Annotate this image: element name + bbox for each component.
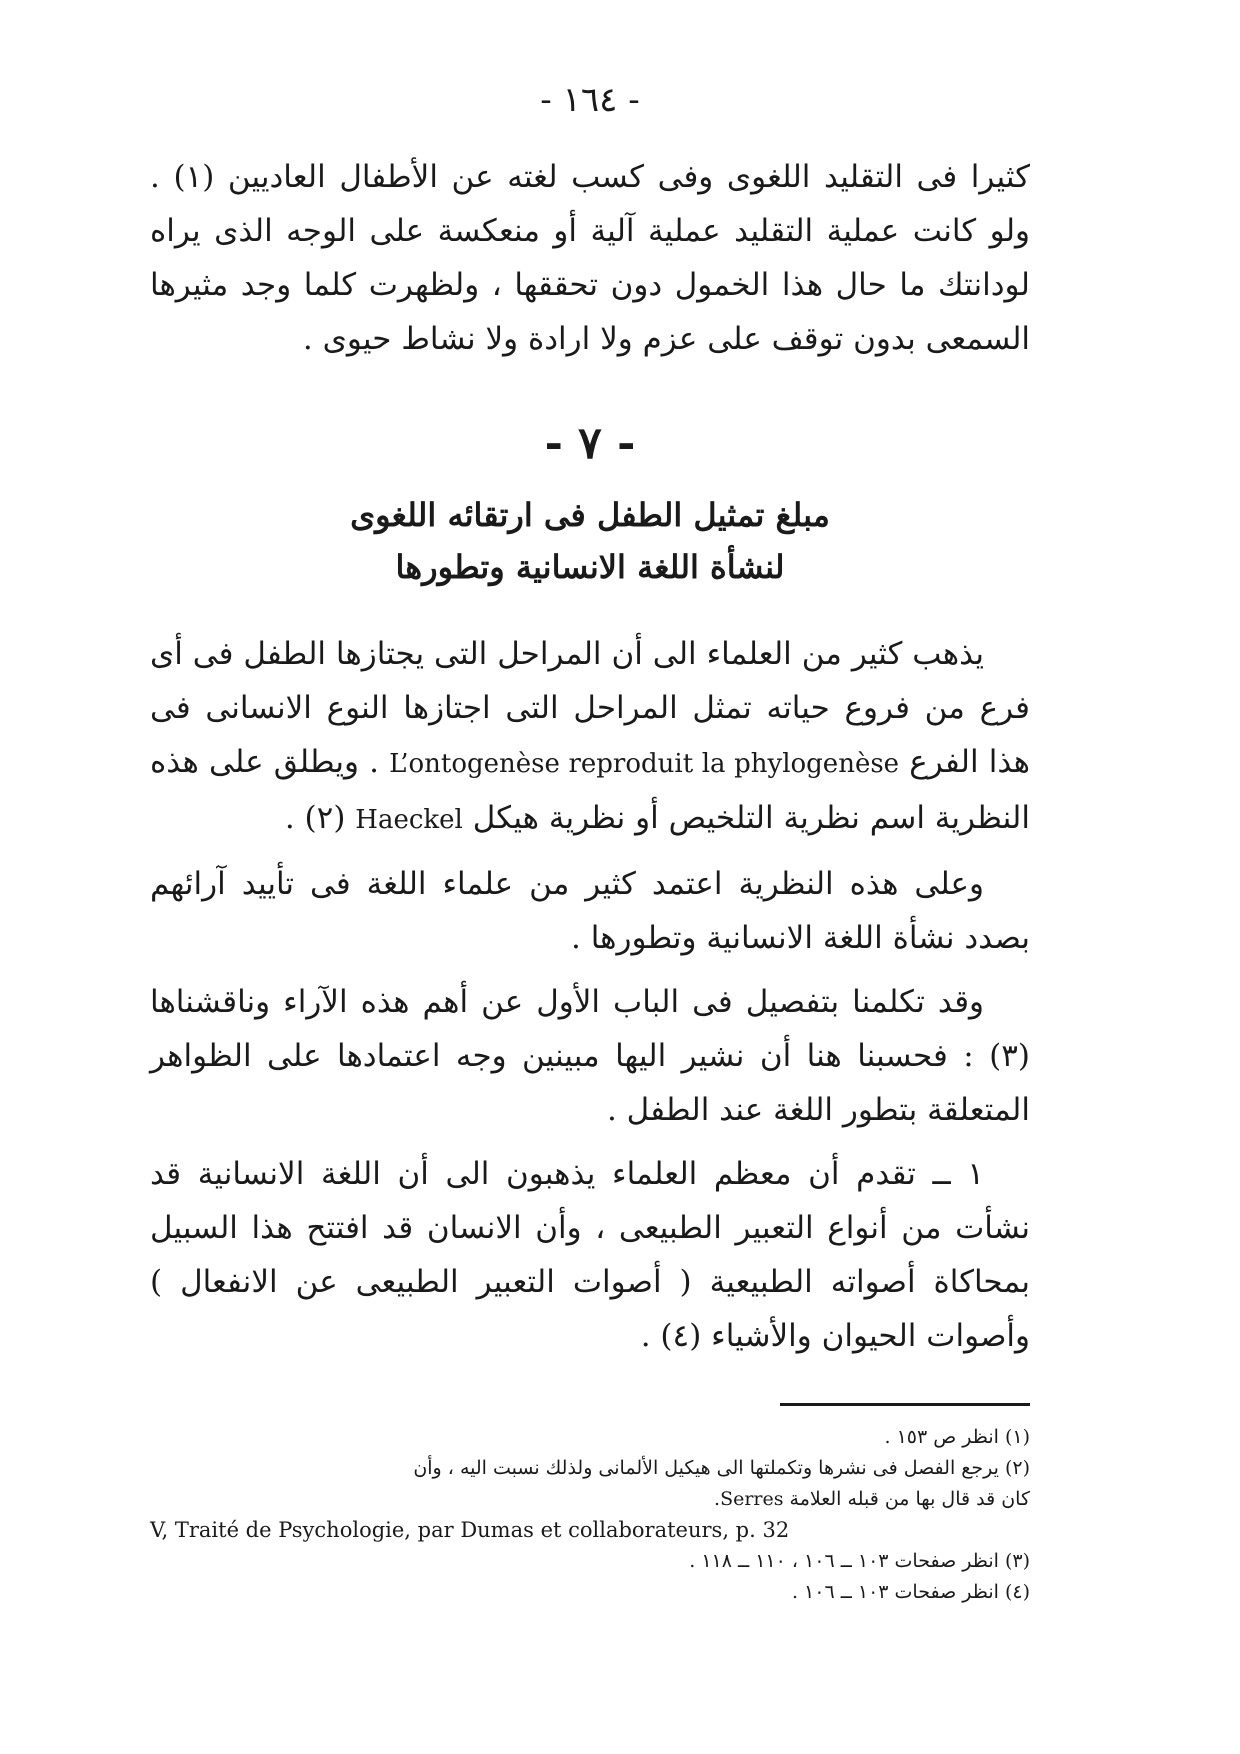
continuation-paragraph: كثيرا فى التقليد اللغوى وفى كسب لغته عن الأطفال العاديين (١) . ولو كانت عملية التقليد عملية آلية أو منعكسة على الوجه الذى يراه لودانتك ما حال هذا الخمول دون تحققها ، ولظهرت كلما وجد مثيرها السمعى بدون توقف على عزم ولا ارادة ولا نشاط حيوى . xyxy=(150,159,1030,357)
book-page xyxy=(150,80,1030,1680)
footnote-divider xyxy=(780,1403,1030,1406)
section-heading xyxy=(150,489,1030,593)
paragraph-linguists: وعلى هذه النظرية اعتمد كثير من علماء اللغة فى تأييد آرائهم بصدد نشأة اللغة الانسانية وتطورها . xyxy=(150,866,1030,956)
latin-name: Haeckel xyxy=(355,805,463,835)
footnote-4: (٤) انظر صفحات ١٠٣ ــ ١٠٦ . xyxy=(791,1581,1030,1603)
footnote-period: . xyxy=(714,1488,721,1510)
footnote-text: كان قد قال بها من قبله العلامة xyxy=(789,1488,1030,1510)
section-number: - ٧ - xyxy=(544,418,636,469)
page-number: - ١٦٤ - xyxy=(540,80,640,120)
footnote-2-reference: V, Traité de Psychologie, par Dumas et collaborateurs, p. 32 xyxy=(150,1518,790,1542)
paragraph-text: . ويطلق على هذه النظرية اسم نظرية التلخيص أو نظرية هيكل xyxy=(150,744,1030,836)
paragraph-point-1: ١ ــ تقدم أن معظم العلماء يذهبون الى أن اللغة الانسانية قد نشأت من أنواع التعبير الطبيعى ، وأن الانسان قد افتتح هذا السبيل بمحاكاة أصواته الطبيعية ( أصوات التعبير الطبيعى عن الانفعال ) وأصوات الحيوان والأشياء (٤) . xyxy=(150,1156,1030,1354)
section-heading-line-1: مبلغ تمثيل الطفل فى ارتقائه اللغوى xyxy=(350,496,830,534)
section-heading-line-2: لنشأة اللغة الانسانية وتطورها xyxy=(395,548,785,586)
footnote-ref: (٢) . xyxy=(284,800,346,836)
footnote-2-line-1: (٢) يرجع الفصل فى نشرها وتكملتها الى هيكيل الألمانى ولذلك نسبت اليه ، وأن xyxy=(413,1457,1030,1479)
footnote-2-line-2 xyxy=(150,1484,1030,1515)
paragraph-text: يذهب كثير من العلماء الى أن المراحل التى يجتازها الطفل فى أى فرع من فروع حياته تمثل المراحل التى اجتازها النوع الانسانى فى هذا الفرع xyxy=(150,636,1030,780)
footnote-1: (١) انظر ص ١٥٣ . xyxy=(884,1426,1030,1448)
latin-name: Serres xyxy=(720,1488,784,1510)
paragraph-recapitulation-theory xyxy=(150,627,1030,847)
latin-phrase: L’ontogenèse reproduit la phylogenèse xyxy=(389,749,900,779)
paragraph-discussion: وقد تكلمنا بتفصيل فى الباب الأول عن أهم هذه الآراء وناقشناها (٣) : فحسبنا هنا أن نشير اليها مبينين وجه اعتمادها على الظواهر المتعلقة بتطور اللغة عند الطفل . xyxy=(150,984,1030,1128)
footnote-3: (٣) انظر صفحات ١٠٣ ــ ١٠٦ ، ١١٠ ــ ١١٨ . xyxy=(689,1550,1030,1572)
footnotes xyxy=(150,1422,1030,1608)
